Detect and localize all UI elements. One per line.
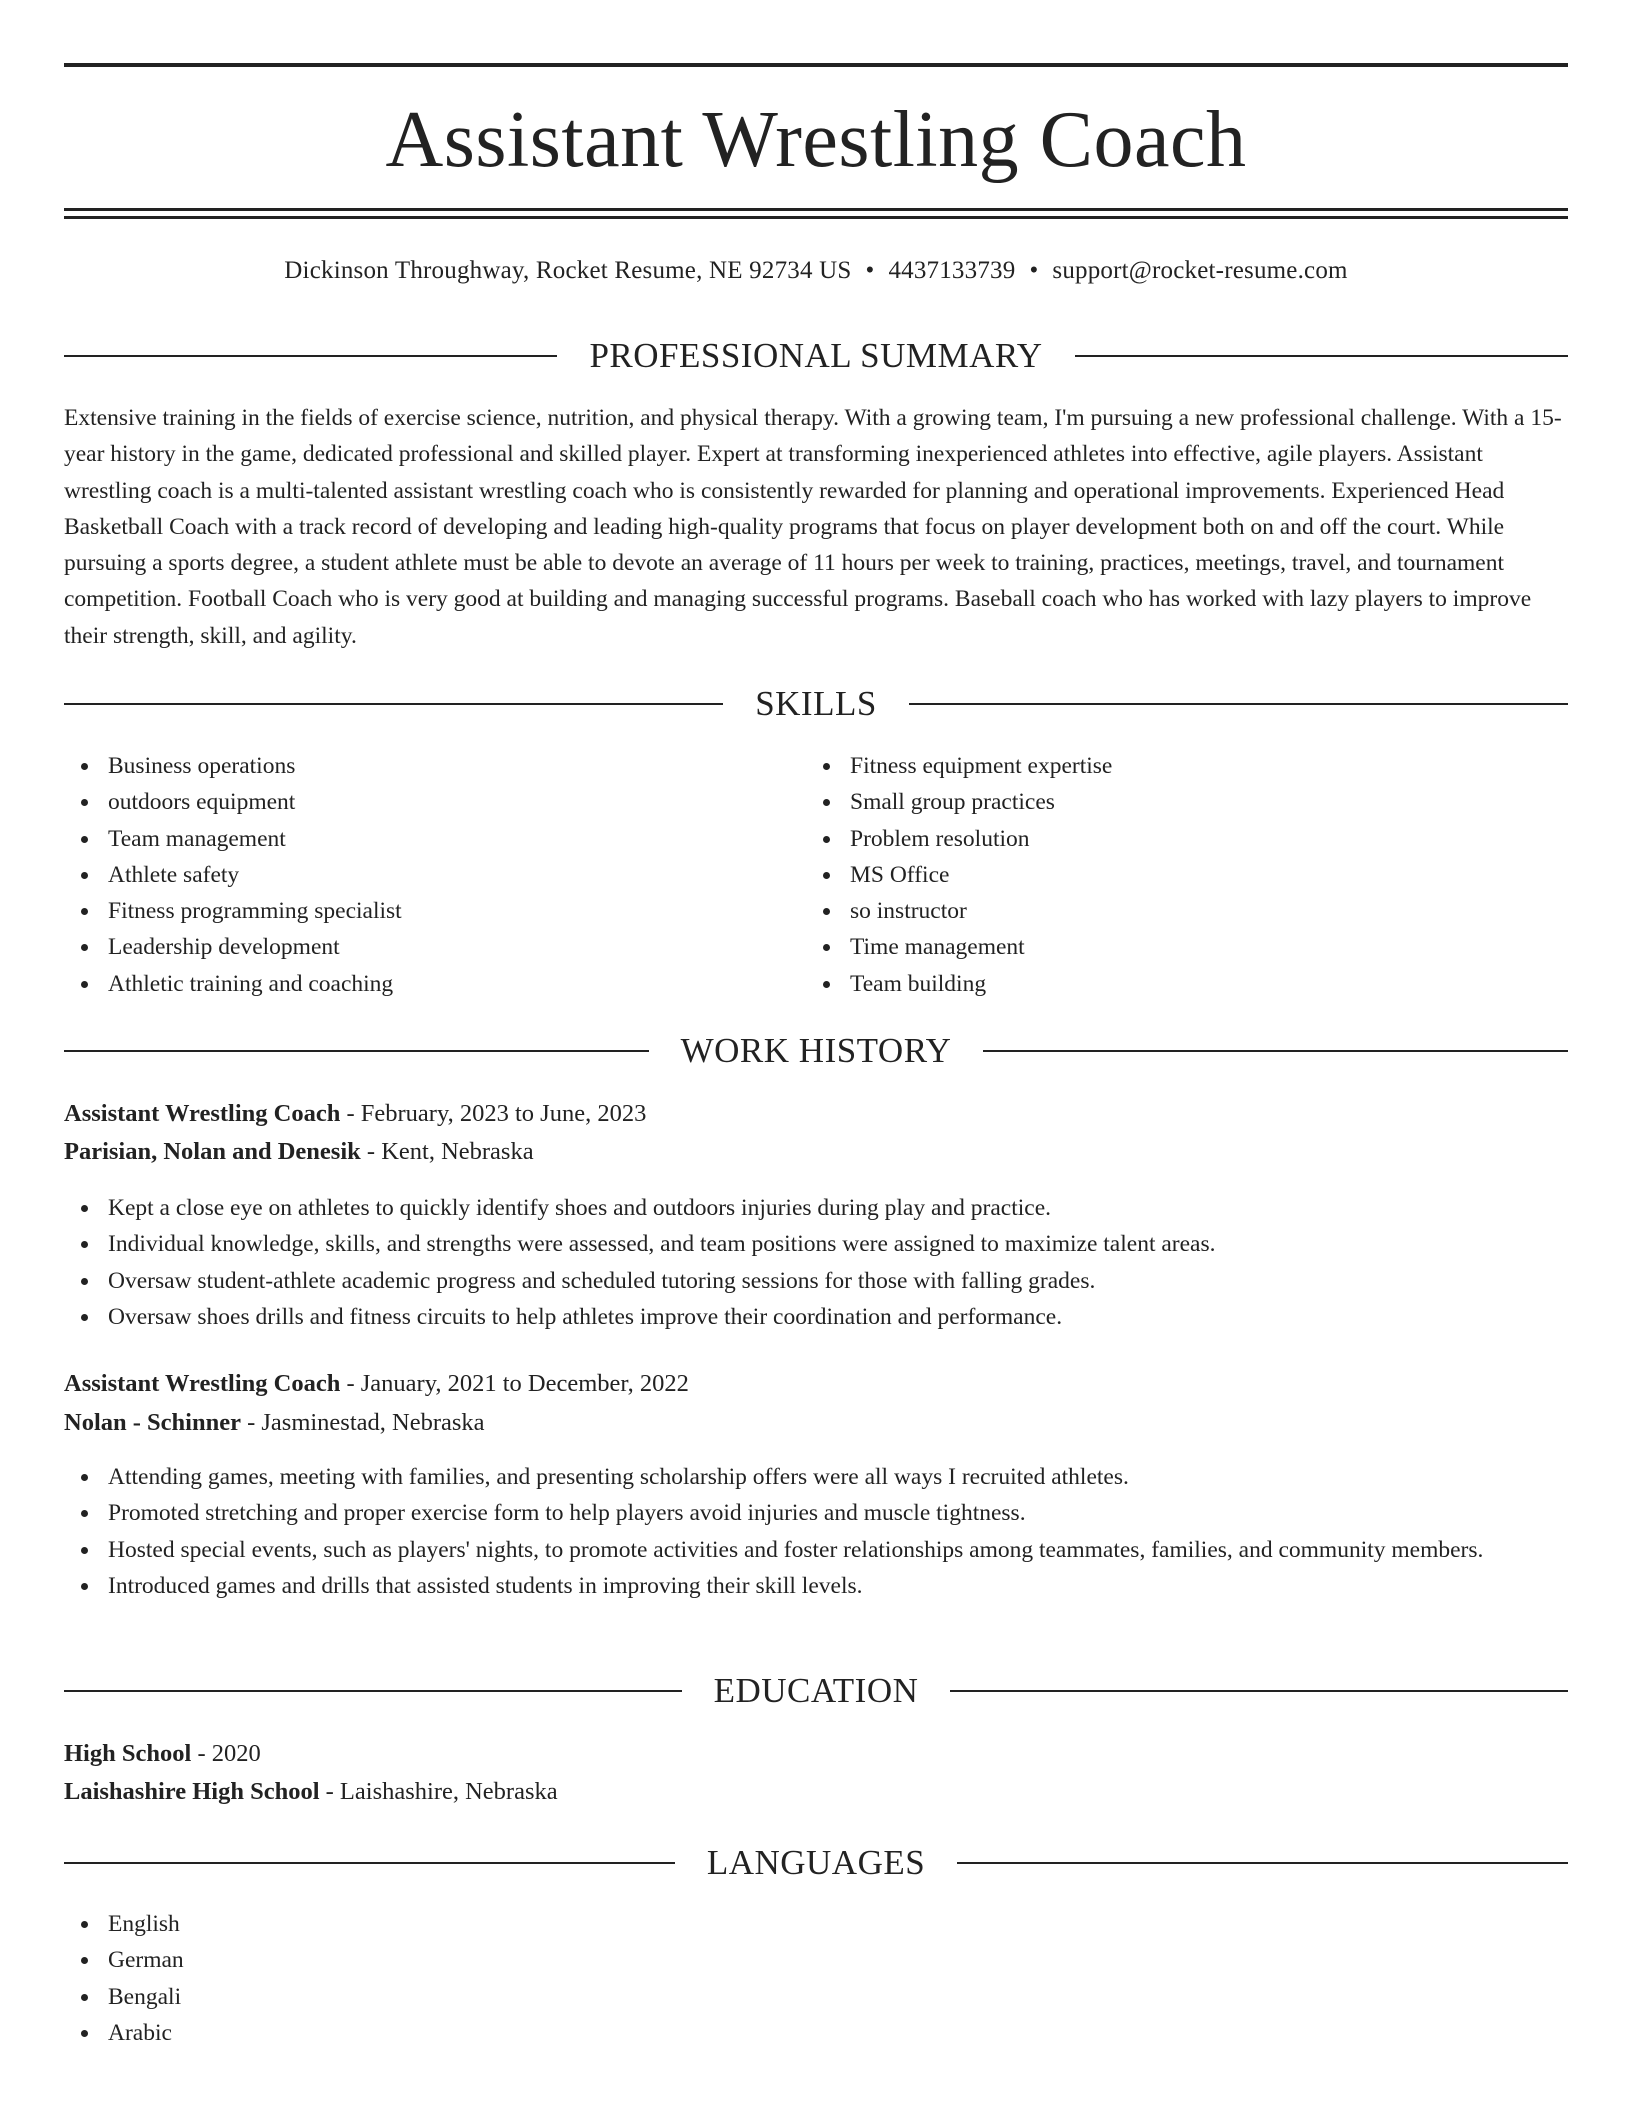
contact-line [64, 254, 1568, 288]
job-duty: Attending games, meeting with families, and presenting scholarship offers were all ways I recruited athletes. [64, 1459, 1544, 1495]
job-duties-list [64, 1459, 1544, 1604]
contact-phone: 4437133739 [888, 257, 1016, 284]
heading-rule [1075, 355, 1568, 357]
languages-list [64, 1906, 664, 2051]
skill-item: Business operations [64, 748, 764, 784]
languages-heading [64, 1843, 1568, 1883]
education-title: EDUCATION [713, 1671, 919, 1710]
heading-rule [950, 1690, 1568, 1692]
heading-rule [64, 355, 557, 357]
education-degree: High School [64, 1740, 192, 1767]
education-degree-line [64, 1736, 1568, 1772]
job-duty: Introduced games and drills that assisted students in improving their skill levels. [64, 1568, 1544, 1604]
job-duty: Kept a close eye on athletes to quickly identify shoes and outdoors injuries during play and practice. [64, 1190, 1568, 1226]
skill-item: Athletic training and coaching [64, 966, 764, 1002]
education-school-line [64, 1774, 1568, 1810]
education-year: - 2020 [191, 1740, 261, 1767]
summary-heading [64, 336, 1568, 376]
job-title: Assistant Wrestling Coach [64, 1370, 341, 1397]
language-item: German [64, 1942, 664, 1978]
skill-item: Fitness equipment expertise [806, 748, 1566, 784]
heading-rule [64, 1862, 675, 1864]
job-company: Nolan - Schinner [64, 1409, 241, 1436]
job-dates: - February, 2023 to June, 2023 [340, 1100, 647, 1127]
contact-address: Dickinson Throughway, Rocket Resume, NE 92734 US [284, 257, 852, 284]
job-duty: Individual knowledge, skills, and strengths were assessed, and team positions were assigned to maximize talent areas. [64, 1226, 1568, 1262]
language-item: Bengali [64, 1979, 664, 2015]
skill-item: Leadership development [64, 929, 764, 965]
job-dates: - January, 2021 to December, 2022 [340, 1370, 689, 1397]
education-location: - Laishashire, Nebraska [319, 1778, 558, 1805]
skills-list-left [64, 748, 764, 1002]
skill-item: so instructor [806, 893, 1566, 929]
header-rule-lower [64, 216, 1568, 219]
heading-rule [64, 1690, 682, 1692]
heading-rule [909, 703, 1568, 705]
skill-item: outdoors equipment [64, 784, 764, 820]
skills-heading [64, 684, 1568, 724]
job-duty: Hosted special events, such as players' nights, to promote activities and foster relationships among teammates, families, and community members. [64, 1532, 1544, 1568]
top-rule [64, 63, 1568, 67]
skill-item: Small group practices [806, 784, 1566, 820]
skills-list-right [806, 748, 1566, 1002]
heading-rule [64, 1050, 649, 1052]
job-duties-list [64, 1190, 1568, 1335]
work-title: WORK HISTORY [680, 1031, 952, 1070]
header-rule-upper [64, 208, 1568, 211]
job-location: - Kent, Nebraska [360, 1138, 534, 1165]
heading-rule [64, 703, 723, 705]
skill-item: Time management [806, 929, 1566, 965]
contact-email: support@rocket-resume.com [1052, 257, 1348, 284]
job-duty: Oversaw student-athlete academic progress and scheduled tutoring sessions for those with falling grades. [64, 1263, 1568, 1299]
resume-name: Assistant Wrestling Coach [385, 96, 1247, 184]
job-location: - Jasminestad, Nebraska [240, 1409, 485, 1436]
summary-text: Extensive training in the fields of exercise science, nutrition, and physical therapy. With a growing team, I'm pursuing a new professional challenge. With a 15-year history in the game, dedicated professional and skilled player. Expert at transforming inexperienced athletes into effective, agile players. Assistant wrestling coach is a multi-talented assistant wrestling coach who is consistently rewarded for planning and operational improvements. Experienced Head Basketball Coach with a track record of developing and leading high-quality programs that focus on player development both on and off the court. While pursuing a sports degree, a student athlete must be able to devote an average of 11 hours per week to training, practices, meetings, travel, and tournament competition. Football Coach who is very good at building and managing successful programs. Baseball coach who has worked with lazy players to improve their strength, skill, and agility. [64, 405, 1562, 649]
language-item: Arabic [64, 2015, 664, 2051]
skills-title: SKILLS [755, 684, 877, 723]
summary-title: PROFESSIONAL SUMMARY [589, 336, 1043, 375]
contact-separator: • [865, 257, 875, 284]
job-duty: Promoted stretching and proper exercise form to help players avoid injuries and muscle tightness. [64, 1495, 1544, 1531]
languages-title: LANGUAGES [706, 1843, 926, 1882]
job-title: Assistant Wrestling Coach [64, 1100, 341, 1127]
language-item: English [64, 1906, 664, 1942]
heading-rule [957, 1862, 1568, 1864]
heading-rule [983, 1050, 1568, 1052]
work-heading [64, 1031, 1568, 1071]
skill-item: Team management [64, 821, 764, 857]
job-company-line [64, 1405, 1568, 1441]
skill-item: MS Office [806, 857, 1566, 893]
education-heading [64, 1671, 1568, 1711]
job-duty: Oversaw shoes drills and fitness circuits to help athletes improve their coordination and performance. [64, 1299, 1568, 1335]
skill-item: Problem resolution [806, 821, 1566, 857]
job-title-line [64, 1366, 1568, 1402]
job-title-line [64, 1096, 1568, 1132]
skill-item: Fitness programming specialist [64, 893, 764, 929]
contact-separator: • [1029, 257, 1039, 284]
job-company: Parisian, Nolan and Denesik [64, 1138, 361, 1165]
skill-item: Team building [806, 966, 1566, 1002]
education-school: Laishashire High School [64, 1778, 320, 1805]
job-company-line [64, 1134, 1568, 1170]
skill-item: Athlete safety [64, 857, 764, 893]
